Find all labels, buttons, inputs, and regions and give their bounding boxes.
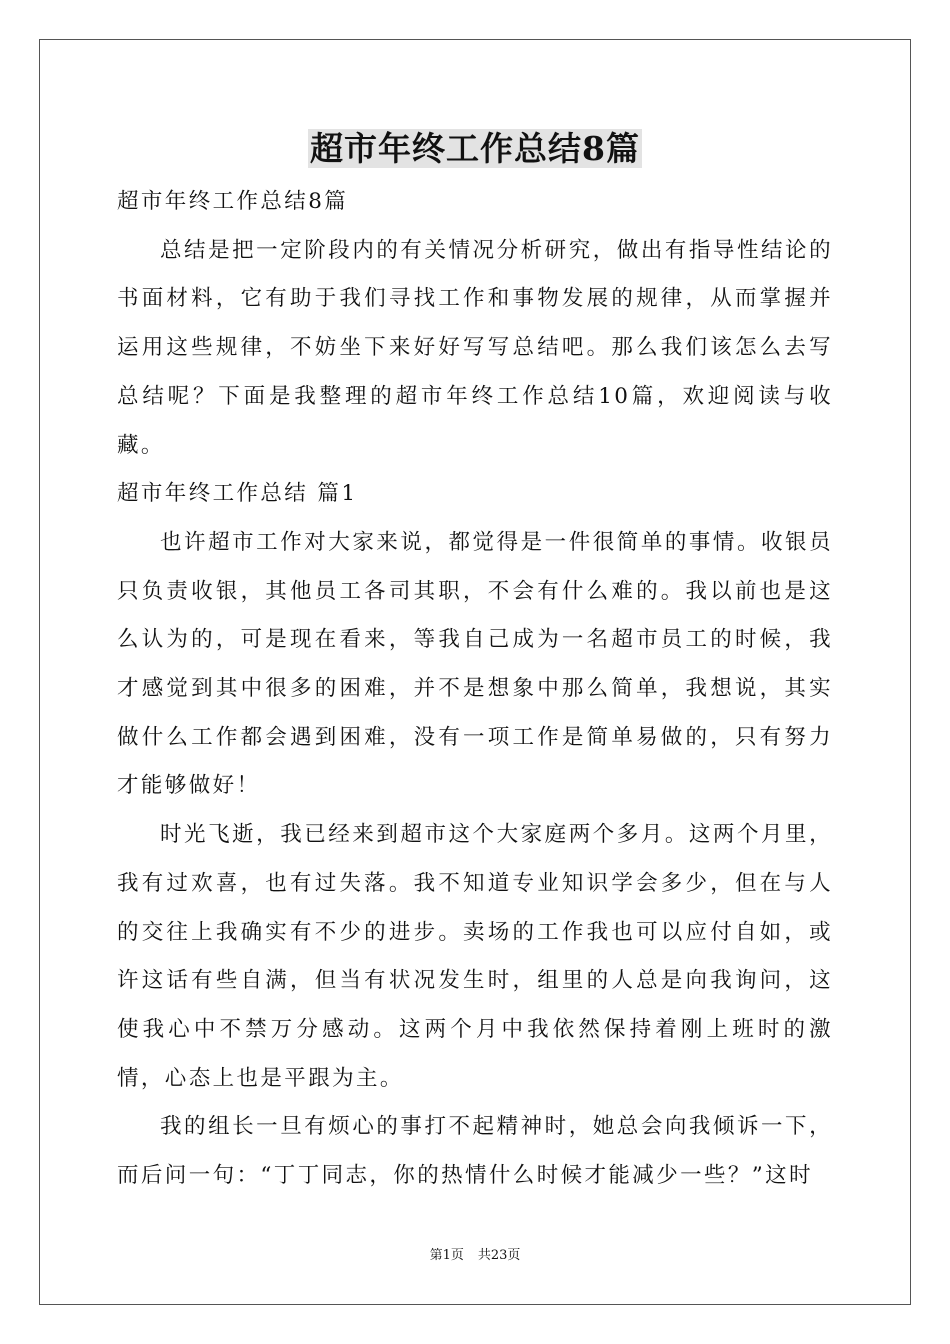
page-number: 第1页 (429, 1248, 464, 1263)
page-total: 共23页 (477, 1248, 521, 1263)
body-paragraph: 也许超市工作对大家来说，都觉得是一件很简单的事情。收银员只负责收银，其他员工各司其职，不会有什么难的。我以前也是这么认为的，可是现在看来，等我自己成为一名超市员工的时候，我才感觉到其中很多的困难，并不是想象中那么简单，我想说，其实做什么工作都会遇到困难，没有一项工作是简单易做的，只有努力才能够做好！ (117, 529, 833, 799)
document-body (117, 178, 833, 1201)
body-paragraph: 我的组长一旦有烦心的事打不起精神时，她总会向我倾诉一下，而后问一句：“丁丁同志，你的热情什么时候才能减少一些？”这时 (117, 1114, 833, 1189)
subtitle-paragraph: 超市年终工作总结8篇 (117, 189, 349, 214)
section-heading: 超市年终工作总结 篇1 (117, 481, 358, 507)
document-title-text: 超市年终工作总结8篇 (310, 129, 640, 168)
body-paragraph: 时光飞逝，我已经来到超市这个大家庭两个多月。这两个月里，我有过欢喜，也有过失落。我不知道专业知识学会多少，但在与人的交往上我确实有不少的进步。卖场的工作我也可以应付自如，或许这话有些自满，但当有状况发生时，组里的人总是向我询问，这使我心中不禁万分感动。这两个月中我依然保持着刚上班时的激情，心态上也是平跟为主。 (117, 822, 833, 1091)
document-title (0, 128, 950, 170)
intro-paragraph: 总结是把一定阶段内的有关情况分析研究，做出有指导性结论的书面材料，它有助于我们寻找工作和事物发展的规律，从而掌握并运用这些规律，不妨坐下来好好写写总结吧。那么我们该怎么去写总结呢？下面是我整理的超市年终工作总结10篇，欢迎阅读与收藏。 (117, 237, 833, 458)
page-footer (0, 1247, 950, 1265)
